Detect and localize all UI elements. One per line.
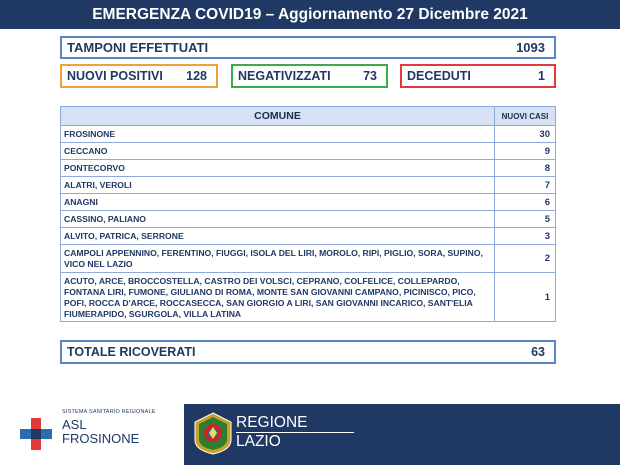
- regione-lazio-emblem-icon: [193, 412, 233, 455]
- table-row: [61, 228, 555, 245]
- row-comune: ANAGNI: [61, 194, 495, 210]
- region-divider: [236, 432, 354, 433]
- row-nuovi-casi: 2: [544, 253, 550, 264]
- negativizzati-label: NEGATIVIZZATI: [238, 69, 331, 83]
- table-row: [61, 126, 555, 143]
- comuni-table: [60, 106, 556, 322]
- row-comune: FROSINONE: [61, 126, 495, 142]
- asl-cross-icon: [20, 418, 52, 450]
- row-comune: ALATRI, VEROLI: [61, 177, 495, 193]
- table-row: [61, 245, 555, 273]
- row-comune: PONTECORVO: [61, 160, 495, 176]
- row-comune: CASSINO, PALIANO: [61, 211, 495, 227]
- row-nuovi-casi: 1: [544, 292, 550, 303]
- tamponi-value: 1093: [516, 40, 545, 55]
- row-nuovi-casi: 30: [539, 128, 550, 140]
- asl-subtitle: SISTEMA SANITARIO REGIONALE: [62, 409, 156, 415]
- table-body: [61, 126, 555, 322]
- tamponi-label: TAMPONI EFFETTUATI: [67, 40, 209, 55]
- row-comune: ALVITO, PATRICA, SERRONE: [61, 228, 495, 244]
- asl-line2: FROSINONE: [62, 431, 140, 446]
- asl-name: [62, 418, 139, 446]
- header-nuovi-casi: NUOVI CASI: [501, 112, 549, 121]
- table-row: [61, 177, 555, 194]
- deceduti-label: DECEDUTI: [407, 69, 471, 83]
- page-title: EMERGENZA COVID19 – Aggiornamento 27 Dicembre 2021: [0, 0, 620, 29]
- totale-ricoverati-value: 63: [531, 345, 545, 359]
- tamponi-box: [60, 36, 556, 59]
- row-comune: CAMPOLI APPENNINO, FERENTINO, FIUGGI, ISOLA DEL LIRI, MOROLO, RIPI, PIGLIO, SORA, SUPINO, VICO NEL LAZIO: [61, 245, 495, 272]
- table-row: [61, 273, 555, 322]
- negativizzati-value: 73: [363, 69, 377, 83]
- table-row: [61, 211, 555, 228]
- row-comune: CECCANO: [61, 143, 495, 159]
- table-row: [61, 143, 555, 160]
- negativizzati-box: [231, 64, 388, 88]
- row-nuovi-casi: 7: [544, 179, 550, 191]
- table-row: [61, 194, 555, 211]
- table-row: [61, 160, 555, 177]
- nuovi-positivi-box: [60, 64, 218, 88]
- row-nuovi-casi: 5: [544, 213, 550, 225]
- deceduti-value: 1: [538, 69, 545, 83]
- totale-ricoverati-label: TOTALE RICOVERATI: [67, 345, 196, 359]
- row-nuovi-casi: 6: [544, 196, 550, 208]
- row-nuovi-casi: 3: [544, 230, 550, 242]
- region-line2: LAZIO: [236, 433, 281, 450]
- header-comune: COMUNE: [61, 107, 495, 125]
- row-nuovi-casi: 8: [544, 162, 550, 174]
- nuovi-positivi-label: NUOVI POSITIVI: [67, 69, 163, 83]
- totale-ricoverati-box: [60, 340, 556, 364]
- region-line1: REGIONE: [236, 414, 308, 431]
- nuovi-positivi-value: 128: [186, 69, 207, 83]
- table-header: [61, 107, 555, 126]
- row-nuovi-casi: 9: [544, 145, 550, 157]
- asl-line1: ASL: [62, 417, 87, 432]
- deceduti-box: [400, 64, 556, 88]
- row-comune: ACUTO, ARCE, BROCCOSTELLA, CASTRO DEI VOLSCI, CEPRANO, COLFELICE, COLLEPARDO, FONTANA LIRI, FUMONE, GIULIANO DI ROMA, MONTE SAN GIOVANNI CAMPANO, PICINISCO, PICO, POFI, ROCCA D'ARCE, ROCCASECCA, SAN GIORGIO A LIRI, SAN GIOVANNI INCARICO, SANT'ELIA FIUMERAPIDO, SGURGOLA, VILLA LATINA: [61, 273, 495, 322]
